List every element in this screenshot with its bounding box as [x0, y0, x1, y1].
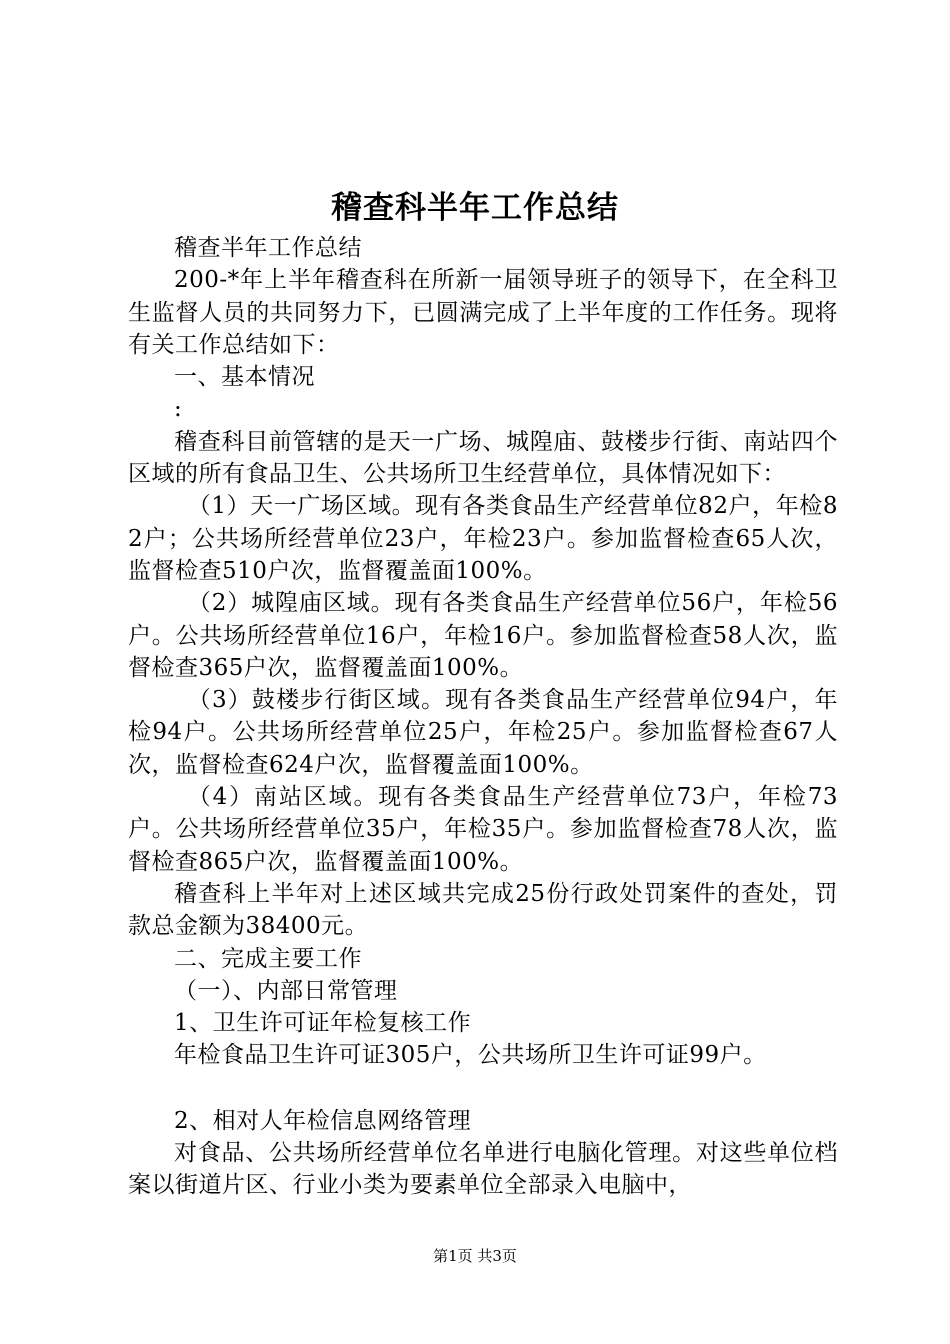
page-number-footer: 第1页 共3页 — [433, 1247, 517, 1265]
document-body — [128, 232, 838, 1202]
subsection-heading-internal: （一）、内部日常管理 — [174, 977, 398, 1004]
area-paragraph-1: （1）天一广场区域。现有各类食品生产经营单位82户，年检82户；公共场所经营单位23户，年检23户。参加监督检查65人次，监督检查510户次，监督覆盖面100%。 — [128, 493, 838, 584]
license-paragraph: 年检食品卫生许可证305户，公共场所卫生许可证99户。 — [174, 1042, 767, 1069]
network-paragraph: 对食品、公共场所经营单位名单进行电脑化管理。对这些单位档案以街道片区、行业小类为要素单位全部录入电脑中， — [128, 1140, 838, 1199]
colon-line: : — [174, 396, 183, 423]
document-title: 稽查科半年工作总结 — [331, 190, 619, 226]
blank-line — [128, 1072, 838, 1105]
item-heading-license: 1、卫生许可证年检复核工作 — [174, 1010, 472, 1037]
subtitle-paragraph: 稽查半年工作总结 — [174, 235, 362, 261]
section-heading-basic: 一、基本情况 — [174, 364, 315, 391]
jurisdiction-paragraph: 稽查科目前管辖的是天一广场、城隍庙、鼓楼步行街、南站四个区域的所有食品卫生、公共场所卫生经营单位，具体情况如下： — [128, 428, 838, 488]
area-paragraph-4: （4）南站区域。现有各类食品生产经营单位73户，年检73户。公共场所经营单位35户，年检35户。参加监督检查78人次，监督检查865户次，监督覆盖面100%。 — [128, 784, 838, 875]
item-heading-network: 2、相对人年检信息网络管理 — [174, 1107, 472, 1134]
section-heading-main-work: 二、完成主要工作 — [174, 945, 362, 972]
intro-paragraph: 200-*年上半年稽查科在所新一届领导班子的领导下，在全科卫生监督人员的共同努力下，已圆满完成了上半年度的工作任务。现将有关工作总结如下： — [128, 267, 838, 358]
penalty-paragraph: 稽查科上半年对上述区域共完成25份行政处罚案件的查处，罚款总金额为38400元。 — [128, 880, 838, 940]
area-paragraph-2: （2）城隍庙区域。现有各类食品生产经营单位56户，年检56户。公共场所经营单位16户，年检16户。参加监督检查58人次，监督检查365户次，监督覆盖面100%。 — [128, 590, 838, 681]
area-paragraph-3: （3）鼓楼步行街区域。现有各类食品生产经营单位94户，年检94户。公共场所经营单位25户，年检25户。参加监督检查67人次，监督检查624户次，监督覆盖面100%。 — [128, 687, 838, 778]
